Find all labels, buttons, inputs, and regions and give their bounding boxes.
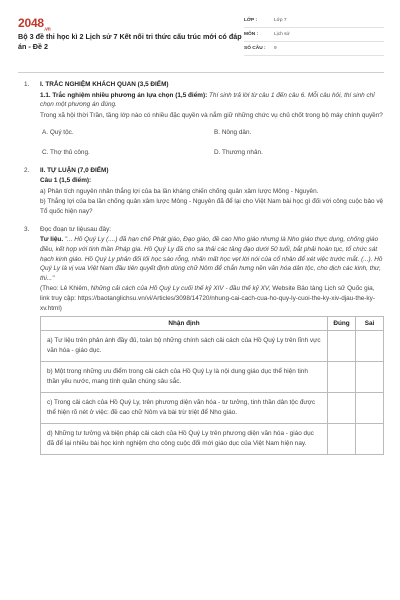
- quote-lead: Tư liệu.: [40, 236, 64, 244]
- false-cell[interactable]: [356, 423, 384, 454]
- true-cell[interactable]: [328, 423, 356, 454]
- logo-text: 2048: [18, 16, 44, 30]
- source-quote: [40, 235, 384, 283]
- section-title: I. TRẮC NGHIỆM KHÁCH QUAN (3,5 ĐIỂM): [40, 81, 169, 88]
- statement-b: b) Một trong những ưu điểm trong cải cách của Hồ Quý Ly là nội dung giáo dục thể hiện tinh thần yêu nước, mang tính quần chúng sâu sắc.: [41, 362, 328, 393]
- reading-intro: Đọc đoạn tư liệusau đây:: [40, 225, 112, 233]
- header-divider: [18, 72, 384, 73]
- section-title: II. TỰ LUẬN (7,0 ĐIỂM): [40, 166, 109, 174]
- meta-value: Lớp 7: [274, 17, 287, 23]
- source-citation: [40, 284, 384, 313]
- meta-row-subject: [244, 28, 384, 42]
- answer-choices: [40, 128, 384, 157]
- statement-c: c) Trong cải cách của Hồ Quý Ly, trên phương diện văn hóa - tư tưởng, tinh thần dân tộc được thể hiện rõ nét ở việc: đề cao chữ Nôm và bài trừ triệt để Nho giáo.: [41, 392, 328, 423]
- subsection-heading: [40, 91, 384, 110]
- question-2: [18, 166, 384, 217]
- question-number: 2.: [24, 166, 30, 174]
- table-header-row: [41, 317, 384, 331]
- part-a: a) Phân tích nguyên nhân thắng lợi của ba lần kháng chiến chống quân xâm lược Mông - Nguyên.: [40, 187, 319, 195]
- meta-value: 9: [274, 45, 277, 51]
- citation-prefix: (Theo: Lê Khiêm,: [40, 285, 91, 293]
- subsection-title: 1.1. Trắc nghiệm nhiều phương án lựa chọn (1,5 điểm):: [40, 91, 208, 99]
- table-row: [41, 331, 384, 362]
- site-logo[interactable]: [18, 14, 51, 34]
- statement-a: a) Tư liệu trên phản ánh đầy đủ, toàn bộ những chính sách cải cách của Hồ Quý Ly trên lĩnh vực văn hóa - giáo dục.: [41, 331, 328, 362]
- choice-d[interactable]: D. Thương nhân.: [214, 149, 263, 157]
- table-row: [41, 362, 384, 393]
- question-number: 3.: [24, 225, 30, 233]
- false-cell[interactable]: [356, 362, 384, 393]
- meta-label: LỚP :: [244, 17, 258, 23]
- true-cell[interactable]: [328, 331, 356, 362]
- content: [18, 80, 384, 463]
- instruction-text: Thí sinh trả lời từ câu 1 đến câu 6. Mỗi câu hỏi, thí sinh chỉ chọn một phương án đúng.: [40, 91, 375, 109]
- citation-title: Những cải cách của Hồ Quý Ly cuối thế kỷ XIV - đầu thế kỷ XV,: [90, 285, 271, 293]
- question-number: 1.: [24, 81, 30, 88]
- meta-box: [244, 14, 384, 56]
- citation-link[interactable]: Website Bảo tàng Lịch sử Quốc gia, link truy cập: https://baotanglichsu.vn/vi/Articles/3098/14720/nhung-cai-cach-cua-ho-quy-ly-cuoi-the-ky-xiv-djau-the-ky-xv.html): [40, 285, 375, 312]
- header-statement: Nhận định: [41, 317, 328, 331]
- false-cell[interactable]: [356, 392, 384, 423]
- choice-c[interactable]: C. Thợ thủ công.: [42, 149, 90, 157]
- part-b: b) Thắng lợi của ba lần chống quân xâm lược Mông - Nguyên đã để lại cho Việt Nam bài học gì đối với công cuộc bảo vệ Tổ quốc hiện nay?: [40, 198, 384, 216]
- quote-text: "... Hồ Quý Ly (....) đã hạn chế Phật giáo, Đạo giáo, đề cao Nho giáo nhưng là Nho giáo thực dụng, chống giáo điều, kết hợp với tinh thần Pháp gia. Hồ Quý Ly đã cho sa thải các tăng đạo dưới 50 tuổi, bắt phải hoàn tục, tổ chức sát hạch kinh giáo. Hồ Quý Ly phản đối lối học sáo rỗng, nhấn mất học vẹt lời nói của cổ nhân để xét việc trước mắt. (...). Hồ Quý Ly là vị vua Việt Nam đầu tiên quyết định dùng chữ Nôm để chắn hưng nền văn hóa dân tộc, cho dịch các kinh, thư, thi...": [40, 236, 383, 282]
- header-false: Sai: [356, 317, 384, 331]
- table-row: [41, 392, 384, 423]
- header-true: Đúng: [328, 317, 356, 331]
- table-row: [41, 423, 384, 454]
- subsection-title: Câu 1 (1,5 điểm):: [40, 177, 92, 185]
- true-cell[interactable]: [328, 392, 356, 423]
- meta-label: SỐ CÂU :: [244, 45, 266, 51]
- question-text: Trong xã hội thời Trần, tầng lớp nào có nhiều đặc quyền và nắm giữ những chức vụ chủ chốt trong bộ máy chính quyền?: [40, 111, 383, 119]
- false-cell[interactable]: [356, 331, 384, 362]
- statement-d: d) Những tư tưởng và biện pháp cải cách của Hồ Quý Ly trên phương diện văn hóa - giáo dục đã để lại nhiều bài học kinh nghiệm cho công cuộc đổi mới giáo dục của Việt Nam hiện nay.: [41, 423, 328, 454]
- meta-row-class: [244, 14, 384, 28]
- meta-row-count: [244, 42, 384, 56]
- meta-label: MÔN :: [244, 31, 259, 37]
- question-3: [18, 225, 384, 455]
- true-false-table: [40, 316, 384, 454]
- meta-value: Lịch sử: [274, 31, 290, 37]
- choice-b[interactable]: B. Nông dân.: [214, 129, 252, 137]
- question-1: [18, 80, 384, 158]
- choice-a[interactable]: A. Quý tộc.: [42, 129, 74, 137]
- document-title: Bộ 3 đề thi học kì 2 Lịch sử 7 Kết nối tri thức cấu trúc mới có đáp án - Đề 2: [18, 32, 242, 52]
- true-cell[interactable]: [328, 362, 356, 393]
- logo-suffix: .vn: [43, 26, 51, 33]
- header: [18, 10, 384, 68]
